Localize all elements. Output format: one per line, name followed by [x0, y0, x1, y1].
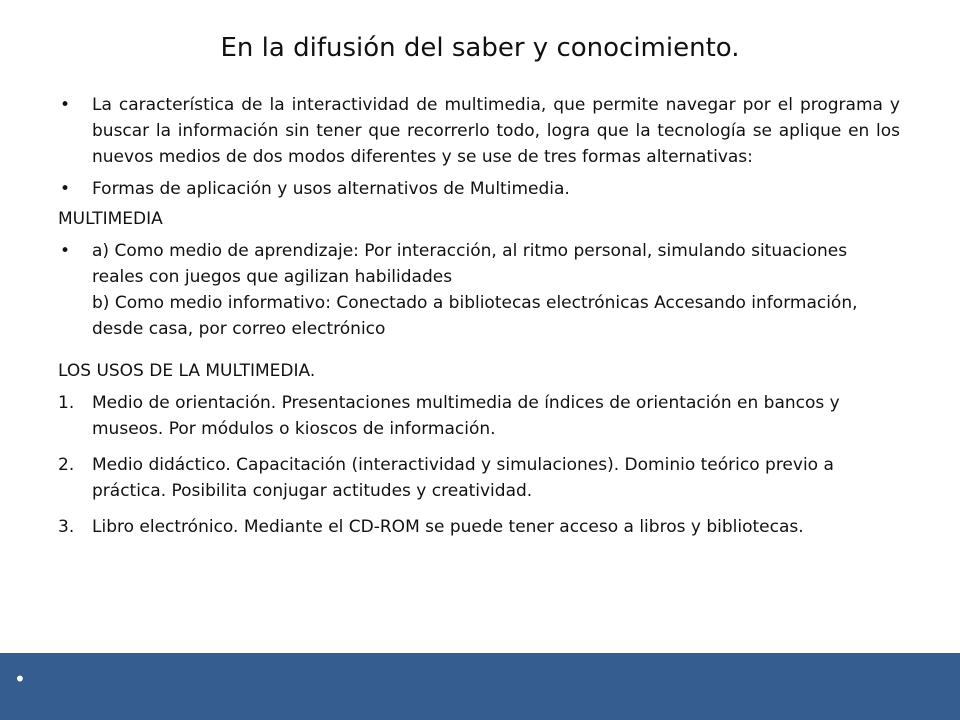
- list-item: [58, 452, 900, 504]
- bullet-item: [58, 92, 900, 170]
- bullet-marker: •: [59, 241, 71, 261]
- list-item: [58, 514, 900, 540]
- bullet-item: [58, 238, 900, 342]
- list-number: 3.: [58, 517, 75, 537]
- bullet-text-aprendizaje: a) Como medio de aprendizaje: Por interacción, al ritmo personal, simulando situaciones reales con juegos que agilizan habilidades: [92, 241, 848, 287]
- list-number: 2.: [58, 455, 75, 475]
- bullet-text-formas: Formas de aplicación y usos alternativos de Multimedia.: [92, 179, 570, 199]
- heading-usos: LOS USOS DE LA MULTIMEDIA.: [58, 361, 316, 381]
- list-text: Medio didáctico. Capacitación (interactividad y simulaciones). Dominio teórico previo a práctica. Posibilita conjugar actitudes y creatividad.: [92, 455, 834, 501]
- bullet-text-informativo: b) Como medio informativo: Conectado a bibliotecas electrónicas Accesando información, desde casa, por correo electrónico: [92, 293, 858, 339]
- footer-bullet-marker: •: [14, 667, 26, 691]
- bullet-marker: •: [59, 179, 71, 199]
- heading-multimedia: MULTIMEDIA: [58, 209, 163, 229]
- bullet-text-interactividad: La característica de la interactividad de multimedia, que permite navegar por el programa y buscar la información sin tener que recorrerlo todo, logra que la tecnología se aplique en los nuevos medios de dos modos diferentes y se use de tres formas alternativas:: [92, 95, 900, 167]
- list-item: [58, 390, 900, 442]
- bullet-item: [58, 176, 900, 202]
- list-number: 1.: [58, 393, 75, 413]
- bullet-marker: •: [59, 95, 71, 115]
- slide-body: [58, 92, 900, 540]
- footer-band: [0, 653, 960, 720]
- slide-title: En la difusión del saber y conocimiento.: [220, 33, 740, 63]
- list-text: Libro electrónico. Mediante el CD-ROM se puede tener acceso a libros y bibliotecas.: [92, 517, 804, 537]
- list-text: Medio de orientación. Presentaciones multimedia de índices de orientación en bancos y museos. Por módulos o kioscos de información.: [92, 393, 840, 439]
